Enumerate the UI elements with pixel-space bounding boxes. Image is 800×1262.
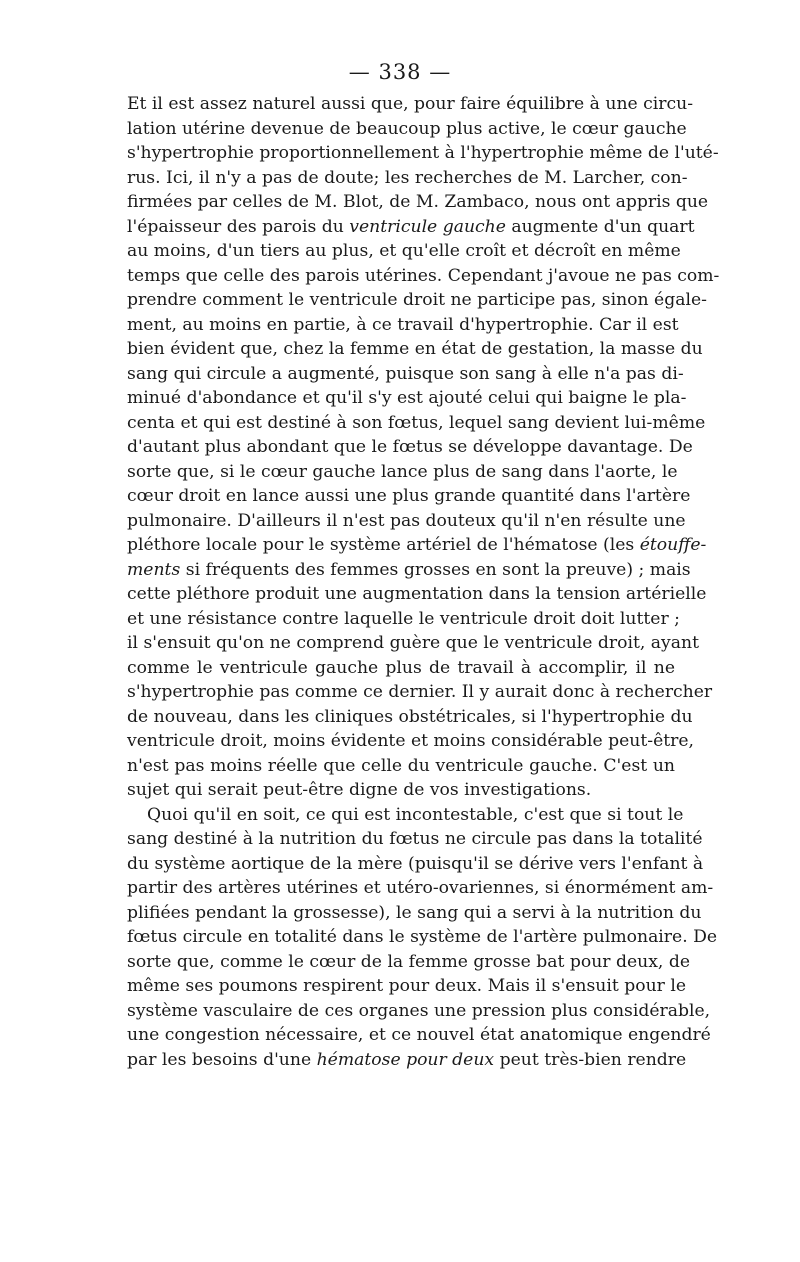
italic-segment: hématose pour deux [316,1049,495,1070]
text-line: cette pléthore produit une augmentation dans la tension artérielle [127,584,707,604]
text-segment: l'épaisseur des parois du [127,216,350,237]
text-segment: pléthore locale pour le système artériel de l'hématose (les [127,535,640,555]
text-line [127,1048,687,1073]
text-line: centa et qui est destiné à son fœtus, lequel sang devient lui-même [127,412,706,433]
text-line: d'autant plus abondant que le fœtus se développe davantage. De [127,437,693,457]
text-line: sorte que, si le cœur gauche lance plus de sang dans l'aorte, le [127,461,678,482]
text-line: même ses poumons respirent pour deux. Mais il s'ensuit pour le [127,976,686,996]
text-line: système vasculaire de ces organes une pression plus considérable, [127,1000,711,1021]
text-line: fœtus circule en totalité dans le système de l'artère pulmonaire. De [127,927,718,947]
text-line: sujet qui serait peut-être digne de vos investigations. [127,780,592,800]
text-line: temps que celle des parois utérines. Cependant j'avoue ne pas com- [127,265,720,286]
text-line: et une résistance contre laquelle le ventricule droit doit lutter ; [127,608,680,629]
page-number: — 338 — [348,60,452,84]
text-line: partir des artères utérines et utéro-ovariennes, si énormément am- [127,878,714,898]
text-line: une congestion nécessaire, et ce nouvel état anatomique engendré [127,1025,711,1045]
italic-segment: ventricule gauche [349,216,506,237]
text-line: bien évident que, chez la femme en état de gestation, la masse du [127,339,703,359]
text-line: Et il est assez naturel aussi que, pour faire équilibre à une circu- [127,94,694,114]
italic-segment: étouffe- [639,535,707,555]
text-line: comme le ventricule gauche plus de travail à accomplir, il ne [127,657,675,678]
text-line: firmées par celles de M. Blot, de M. Zambaco, nous ont appris que [127,192,709,212]
text-line: s'hypertrophie pas comme ce dernier. Il y aurait donc à rechercher [127,682,713,702]
text-line: sang destiné à la nutrition du fœtus ne circule pas dans la totalité [127,829,703,849]
text-line: ment, au moins en partie, à ce travail d'hypertrophie. Car il est [127,314,679,335]
text-line [127,215,695,240]
text-line: sang qui circule a augmenté, puisque son sang à elle n'a pas di- [127,363,684,384]
text-line: de nouveau, dans les cliniques obstétricales, si l'hypertrophie du [127,706,693,727]
text-line [127,558,691,583]
text-line: plifiées pendant la grossesse), le sang qui a servi à la nutrition du [127,902,702,923]
text-segment: augmente d'un quart [505,216,695,237]
text-line: cœur droit en lance aussi une plus grande quantité dans l'artère [127,486,691,506]
text-line: du système aortique de la mère (puisqu'il se dérive vers l'enfant à [127,853,704,874]
text-line: pulmonaire. D'ailleurs il n'est pas douteux qu'il n'en résulte une [127,510,686,531]
text-line: sorte que, comme le cœur de la femme grosse bat pour deux, de [127,951,691,972]
text-line: n'est pas moins réelle que celle du ventricule gauche. C'est un [127,755,675,776]
text-line: au moins, d'un tiers au plus, et qu'elle croît et décroît en même [127,241,681,261]
text-segment: par les besoins d'une [127,1049,317,1070]
text-line: s'hypertrophie proportionnellement à l'hypertrophie même de l'uté- [127,143,719,163]
text-line: rus. Ici, il n'y a pas de doute; les recherches de M. Larcher, con- [127,167,688,188]
body-text [127,92,720,1072]
italic-segment: ments [127,559,181,580]
text-line: il s'ensuit qu'on ne comprend guère que le ventricule droit, ayant [127,633,699,653]
text-segment: si fréquents des femmes grosses en sont la preuve) ; mais [180,559,691,580]
text-line: ventricule droit, moins évidente et moins considérable peut-être, [127,731,695,751]
text-line: Quoi qu'il en soit, ce qui est incontestable, c'est que si tout le [147,804,684,825]
text-line [127,533,707,558]
text-line: minué d'abondance et qu'il s'y est ajouté celui qui baigne le pla- [127,388,687,408]
text-segment: peut très-bien rendre [494,1049,687,1070]
text-line: lation utérine devenue de beaucoup plus active, le cœur gauche [127,118,687,139]
text-line: prendre comment le ventricule droit ne participe pas, sinon égale- [127,290,707,310]
